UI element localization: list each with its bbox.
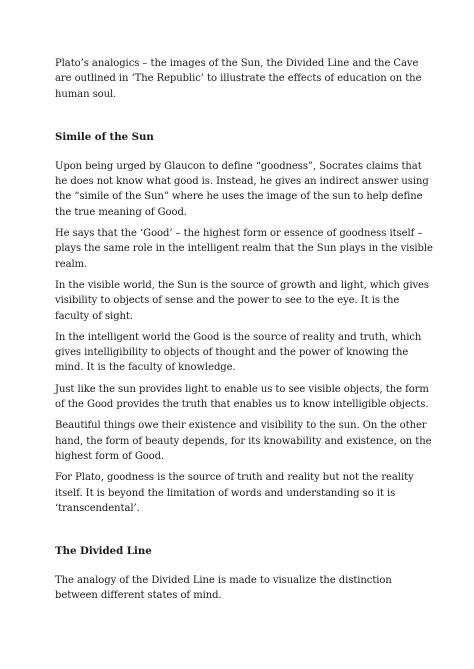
heading-the-divided-line: The Divided Line xyxy=(55,545,152,558)
paragraph: The analogy of the Divided Line is made to visualize the distinction between different states of mind. xyxy=(55,575,392,602)
paragraph: Just like the sun provides light to enable us to see visible objects, the form of the Good provides the truth that enables us to know intelligible objects. xyxy=(55,383,429,411)
paragraph: He says that the ‘Good’ – the highest form or essence of goodness itself – plays the same role in the intelligent realm that the Sun plays in the visible realm. xyxy=(55,228,433,270)
paragraph: In the visible world, the Sun is the source of growth and light, which gives visibility to objects of sense and the power to see to the eye. It is the faculty of sight. xyxy=(55,279,429,322)
document-page xyxy=(55,56,435,604)
paragraph: In the intelligent world the Good is the source of reality and truth, which gives intelligibility to objects of thought and the power of knowing the mind. It is the faculty of knowledge. xyxy=(55,331,422,374)
paragraph: For Plato, goodness is the source of truth and reality but not the reality itself. It is beyond the limitation of words and understanding so it is ‘transcendental’. xyxy=(55,472,414,514)
paragraph: Beautiful things owe their existence and visibility to the sun. On the other hand, the form of beauty depends, for its knowability and existence, on the highest form of Good. xyxy=(55,420,432,462)
intro-paragraph: Plato’s analogics – the images of the Sun, the Divided Line and the Cave are outlined in ‘The Republic’ to illustrate the effects of education on the human soul. xyxy=(55,58,422,100)
heading-simile-of-the-sun: Simile of the Sun xyxy=(55,130,154,143)
paragraph: Upon being urged by Glaucon to define “goodness”, Socrates claims that he does not know what good is. Instead, he gives an indirect answer using the “simile of the Sun” where he uses the image of the sun to help define the true meaning of Good. xyxy=(55,160,429,218)
